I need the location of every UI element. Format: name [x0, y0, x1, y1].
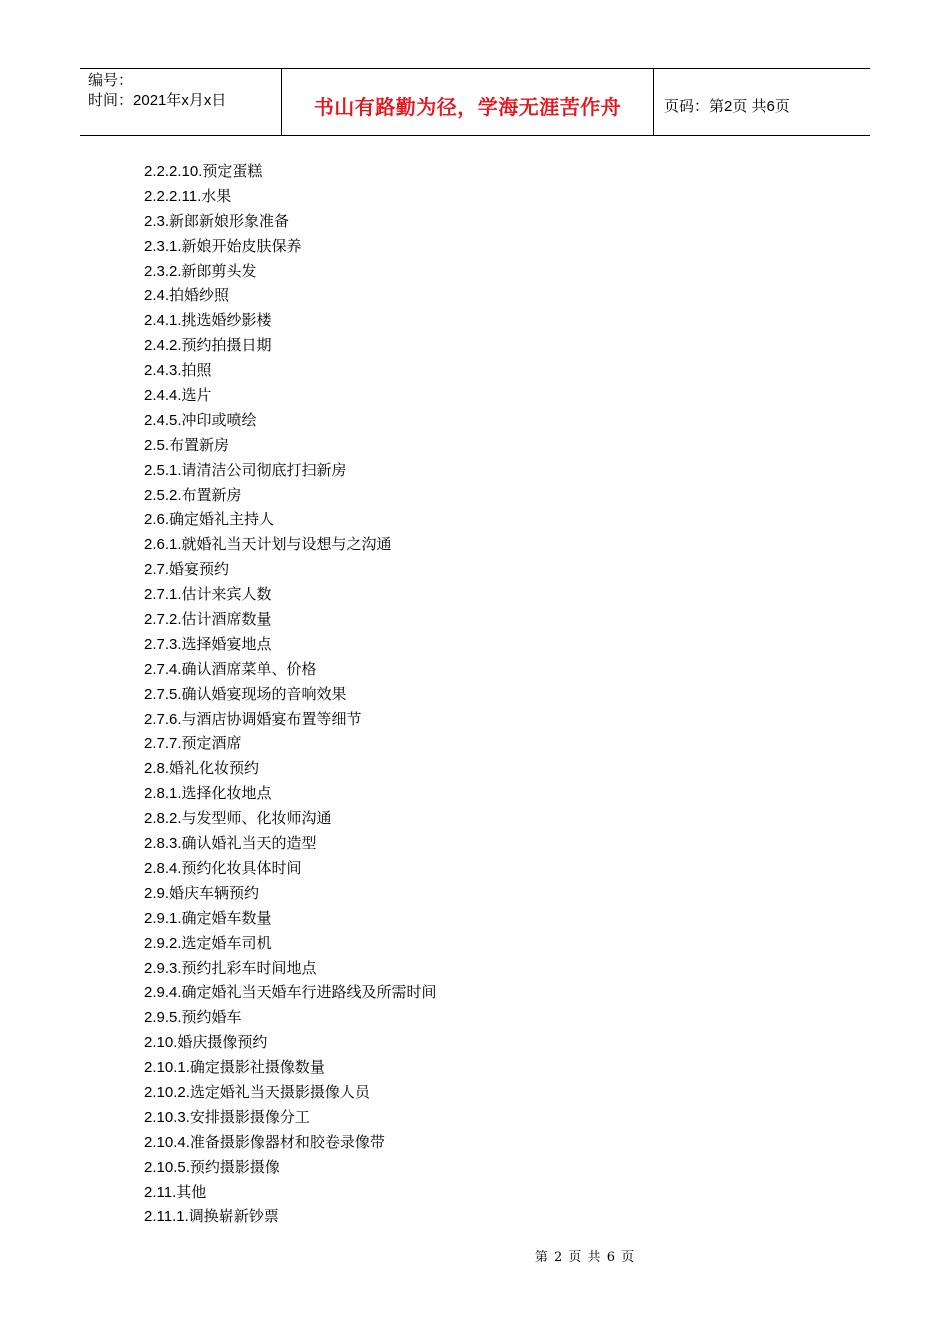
outline-item [144, 209, 437, 234]
number-label: 编号： [88, 72, 134, 89]
outline-item [144, 1130, 437, 1155]
header-motto: 书山有路勤为径，学海无涯苦作舟 [282, 69, 654, 135]
outline-item [144, 383, 437, 408]
item-text: 确认婚礼当天的造型 [181, 834, 317, 853]
item-text: 预约扎彩车时间地点 [181, 958, 317, 977]
item-number: 2.4.3. [144, 362, 182, 380]
item-text: 选择化妆地点 [181, 784, 272, 803]
item-number: 2.8.3. [144, 835, 182, 853]
outline-item [144, 856, 437, 881]
outline-item [144, 433, 437, 458]
outline-item [144, 259, 437, 284]
outline-item [144, 731, 437, 756]
outline-item [144, 1005, 437, 1030]
item-text: 请清洁公司彻底打扫新房 [181, 460, 347, 479]
item-text: 其他 [176, 1182, 207, 1201]
item-number: 2.4.1. [144, 312, 182, 330]
outline-item [144, 1030, 437, 1055]
item-text: 预约婚车 [181, 1008, 242, 1027]
item-number: 2.5.1. [144, 461, 182, 479]
item-number: 2.4.2. [144, 337, 182, 355]
outline-item [144, 1180, 437, 1205]
item-number: 2.7.6. [144, 710, 182, 728]
item-text: 婚庆摄像预约 [177, 1033, 268, 1052]
item-number: 2.7.2. [144, 611, 182, 629]
item-number: 2.9.5. [144, 1009, 182, 1027]
item-number: 2.7.7. [144, 735, 182, 753]
outline-item [144, 781, 437, 806]
item-number: 2.9.1. [144, 909, 182, 927]
outline-item [144, 458, 437, 483]
outline-item [144, 831, 437, 856]
item-text: 新郎新娘形象准备 [169, 211, 290, 230]
item-text: 调换崭新钞票 [188, 1207, 279, 1226]
outline-item [144, 881, 437, 906]
outline-item [144, 408, 437, 433]
item-text: 新郎剪头发 [181, 261, 257, 280]
item-number: 2.3.1. [144, 237, 182, 255]
time-label: 时间： [88, 92, 134, 109]
header-page-number: 页码：第2页 共6页 [664, 97, 790, 115]
outline-item [144, 682, 437, 707]
item-text: 布置新房 [169, 435, 230, 454]
outline-item [144, 507, 437, 532]
outline-item [144, 159, 437, 184]
item-text: 预约摄影摄像 [189, 1157, 280, 1176]
item-number: 2.4.4. [144, 387, 182, 405]
item-number: 2.11.1. [144, 1208, 189, 1226]
page-footer: 第 2 页 共 6 页 [534, 1250, 636, 1265]
item-number: 2.8.2. [144, 810, 182, 828]
outline-item [144, 582, 437, 607]
item-number: 2.3.2. [144, 262, 182, 280]
outline-item [144, 1155, 437, 1180]
item-text: 婚礼化妆预约 [169, 759, 260, 778]
outline-item [144, 283, 437, 308]
item-text: 布置新房 [181, 485, 242, 504]
item-text: 选定婚车司机 [181, 933, 272, 952]
item-text: 预约拍摄日期 [181, 336, 272, 355]
outline-item [144, 557, 437, 582]
item-number: 2.9.4. [144, 984, 182, 1002]
item-number: 2.6.1. [144, 536, 182, 554]
item-number: 2.9. [144, 884, 170, 902]
item-number: 2.8.1. [144, 785, 182, 803]
item-text: 婚庆车辆预约 [169, 883, 260, 902]
item-number: 2.10.3. [144, 1108, 190, 1126]
item-text: 选定婚礼当天摄影摄像人员 [189, 1082, 370, 1101]
item-number: 2.10.2. [144, 1083, 190, 1101]
outline-item [144, 1055, 437, 1080]
item-number: 2.11. [144, 1183, 177, 1201]
item-number: 2.7.5. [144, 685, 182, 703]
item-text: 挑选婚纱影楼 [181, 311, 272, 330]
item-text: 确认酒席菜单、价格 [181, 659, 317, 678]
item-number: 2.10. [144, 1034, 178, 1052]
outline-item [144, 333, 437, 358]
item-number: 2.5. [144, 436, 170, 454]
item-text: 与发型师、化妆师沟通 [181, 809, 332, 828]
time-value: 2021年x月x日 [133, 92, 227, 109]
item-text: 婚宴预约 [169, 560, 230, 579]
outline-item [144, 980, 437, 1005]
outline-item [144, 806, 437, 831]
item-text: 选择婚宴地点 [181, 634, 272, 653]
page-header [80, 68, 870, 136]
outline-item [144, 1080, 437, 1105]
item-text: 确认婚宴现场的音响效果 [181, 684, 347, 703]
item-number: 2.4. [144, 287, 170, 305]
item-text: 预定酒席 [181, 734, 242, 753]
item-text: 水果 [201, 186, 232, 205]
item-number: 2.6. [144, 511, 170, 529]
item-number: 2.7.1. [144, 586, 182, 604]
outline-item [144, 756, 437, 781]
item-text: 确定婚车数量 [181, 908, 272, 927]
item-number: 2.10.4. [144, 1133, 190, 1151]
item-text: 拍婚纱照 [169, 286, 230, 305]
item-number: 2.10.5. [144, 1158, 190, 1176]
item-text: 与酒店协调婚宴布置等细节 [181, 709, 362, 728]
outline-item [144, 632, 437, 657]
item-text: 拍照 [181, 361, 212, 380]
outline-item [144, 234, 437, 259]
item-number: 2.8. [144, 760, 170, 778]
outline-item [144, 358, 437, 383]
outline-item [144, 184, 437, 209]
item-text: 估计酒席数量 [181, 610, 272, 629]
item-number: 2.9.3. [144, 959, 182, 977]
item-text: 安排摄影摄像分工 [189, 1107, 310, 1126]
header-meta [80, 69, 282, 135]
outline-item [144, 532, 437, 557]
item-number: 2.2.2.10. [144, 163, 203, 180]
outline-item [144, 931, 437, 956]
item-number: 2.7.4. [144, 660, 182, 678]
outline-item [144, 607, 437, 632]
item-text: 预定蛋糕 [202, 162, 263, 180]
item-text: 确定摄影社摄像数量 [189, 1058, 325, 1077]
item-text: 新娘开始皮肤保养 [181, 236, 302, 255]
item-text: 预约化妆具体时间 [181, 858, 302, 877]
item-text: 确定婚礼主持人 [169, 510, 275, 529]
item-text: 准备摄影像器材和胶卷录像带 [189, 1132, 385, 1151]
outline-item [144, 707, 437, 732]
outline-list [144, 159, 437, 1229]
outline-item [144, 1105, 437, 1130]
item-text: 就婚礼当天计划与设想与之沟通 [181, 535, 392, 554]
outline-item [144, 483, 437, 508]
item-text: 确定婚礼当天婚车行进路线及所需时间 [181, 983, 437, 1002]
item-number: 2.7. [144, 561, 170, 579]
item-number: 2.4.5. [144, 411, 182, 429]
item-number: 2.7.3. [144, 635, 182, 653]
outline-item [144, 956, 437, 981]
item-text: 冲印或喷绘 [181, 410, 257, 429]
outline-item [144, 1204, 437, 1229]
item-number: 2.8.4. [144, 859, 182, 877]
outline-item [144, 906, 437, 931]
item-text: 选片 [181, 386, 212, 405]
outline-item [144, 657, 437, 682]
item-number: 2.9.2. [144, 934, 182, 952]
item-number: 2.2.2.11. [144, 187, 202, 205]
item-number: 2.10.1. [144, 1059, 190, 1077]
time-line [88, 91, 281, 111]
outline-item [144, 308, 437, 333]
item-number: 2.5.2. [144, 486, 182, 504]
item-text: 估计来宾人数 [181, 585, 272, 604]
item-number: 2.3. [144, 212, 170, 230]
